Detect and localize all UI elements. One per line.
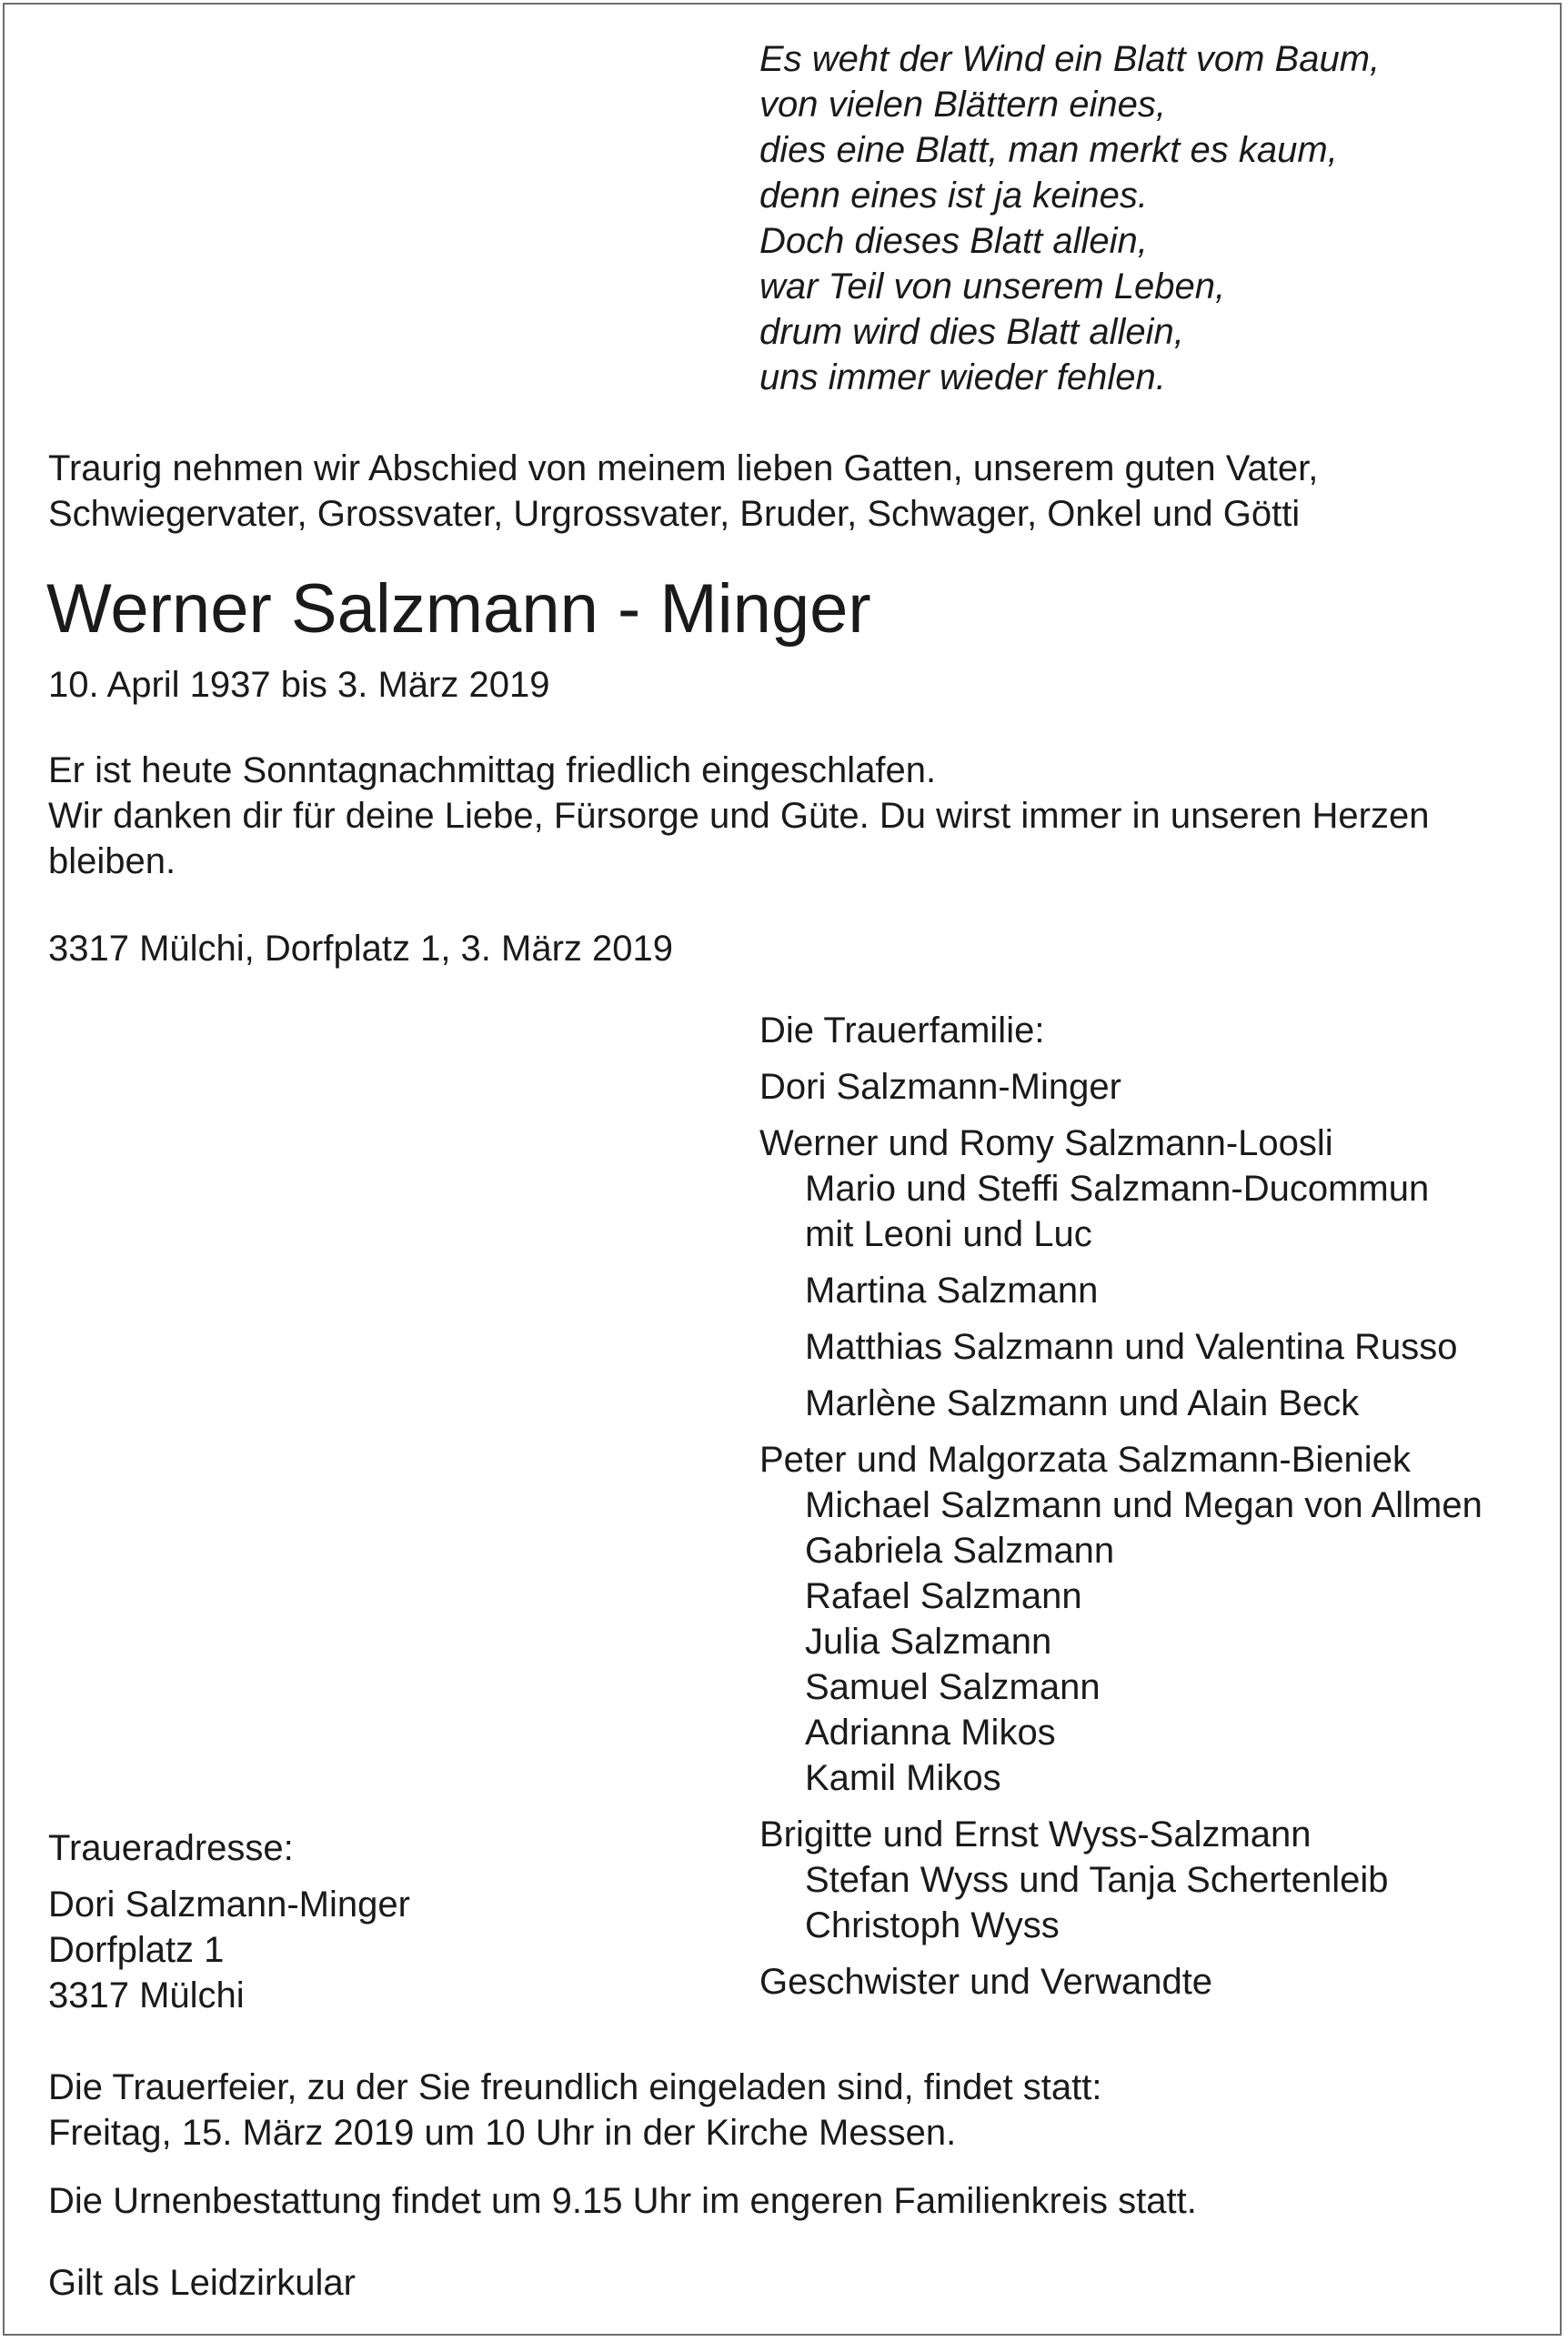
circular-note: Gilt als Leidzirkular <box>48 2263 356 2303</box>
message-line: bleiben. <box>48 841 176 881</box>
family-member: Gabriela Salzmann <box>805 1531 1115 1571</box>
family-member: Mario und Steffi Salzmann-Ducommun <box>805 1169 1430 1209</box>
family-member: Marlène Salzmann und Alain Beck <box>805 1383 1360 1423</box>
family-spouse: Dori Salzmann-Minger <box>759 1067 1121 1107</box>
family-member: Adrianna Mikos <box>805 1713 1056 1753</box>
family-member: Rafael Salzmann <box>805 1576 1082 1616</box>
address-name: Dori Salzmann-Minger <box>48 1885 410 1925</box>
poem-line: war Teil von unserem Leben, <box>759 266 1226 307</box>
poem-line: uns immer wieder fehlen. <box>759 357 1166 397</box>
poem-line: von vielen Blättern eines, <box>759 85 1166 125</box>
life-dates: 10. April 1937 bis 3. März 2019 <box>48 665 550 705</box>
intro-text <box>48 446 1318 537</box>
poem-line: denn eines ist ja keines. <box>759 176 1148 216</box>
family-member: Samuel Salzmann <box>805 1667 1101 1707</box>
family-member: Christoph Wyss <box>805 1905 1060 1945</box>
family-branch-head: Peter und Malgorzata Salzmann-Bieniek <box>759 1440 1411 1480</box>
deceased-name: Werner Salzmann - Minger <box>46 570 871 648</box>
family-member: Julia Salzmann <box>805 1622 1052 1662</box>
message <box>48 748 1429 884</box>
family-branch-head: Brigitte und Ernst Wyss-Salzmann <box>759 1814 1312 1855</box>
poem-line: Doch dieses Blatt allein, <box>759 221 1148 261</box>
poem-line: Es weht der Wind ein Blatt vom Baum, <box>759 39 1381 79</box>
poem <box>759 36 1380 400</box>
address-street: Dorfplatz 1 <box>48 1930 225 1970</box>
family-heading: Die Trauerfamilie: <box>759 1010 1045 1050</box>
family-member: Kamil Mikos <box>805 1758 1001 1798</box>
family-member: mit Leoni und Luc <box>805 1214 1092 1254</box>
urn-burial-note: Die Urnenbestattung findet um 9.15 Uhr im engeren Familienkreis statt. <box>48 2181 1197 2221</box>
family-member: Michael Salzmann und Megan von Allmen <box>805 1485 1483 1525</box>
message-line: Er ist heute Sonntagnachmittag friedlich eingeschlafen. <box>48 750 937 790</box>
mourning-address <box>48 1825 410 2018</box>
address-label: Traueradresse: <box>48 1828 294 1868</box>
funeral-service <box>48 2065 1101 2156</box>
family-member: Martina Salzmann <box>805 1271 1099 1311</box>
poem-line: dies eine Blatt, man merkt es kaum, <box>759 130 1338 170</box>
intro-line: Traurig nehmen wir Abschied von meinem lieben Gatten, unserem guten Vater, <box>48 448 1319 488</box>
poem-line: drum wird dies Blatt allein, <box>759 312 1184 352</box>
service-line: Freitag, 15. März 2019 um 10 Uhr in der Kirche Messen. <box>48 2113 957 2153</box>
message-line: Wir danken dir für deine Liebe, Fürsorge und Güte. Du wirst immer in unseren Herzen <box>48 796 1430 836</box>
family-list <box>759 1008 1483 2005</box>
family-member: Stefan Wyss und Tanja Schertenleib <box>805 1860 1389 1900</box>
address-city: 3317 Mülchi <box>48 1975 245 2015</box>
family-others: Geschwister und Verwandte <box>759 1962 1213 2002</box>
intro-line: Schwiegervater, Grossvater, Urgrossvater, Bruder, Schwager, Onkel und Götti <box>48 494 1301 534</box>
place-date: 3317 Mülchi, Dorfplatz 1, 3. März 2019 <box>48 929 674 969</box>
family-branch-head: Werner und Romy Salzmann-Loosli <box>759 1123 1333 1163</box>
family-member: Matthias Salzmann und Valentina Russo <box>805 1327 1458 1367</box>
service-line: Die Trauerfeier, zu der Sie freundlich eingeladen sind, findet statt: <box>48 2067 1102 2107</box>
